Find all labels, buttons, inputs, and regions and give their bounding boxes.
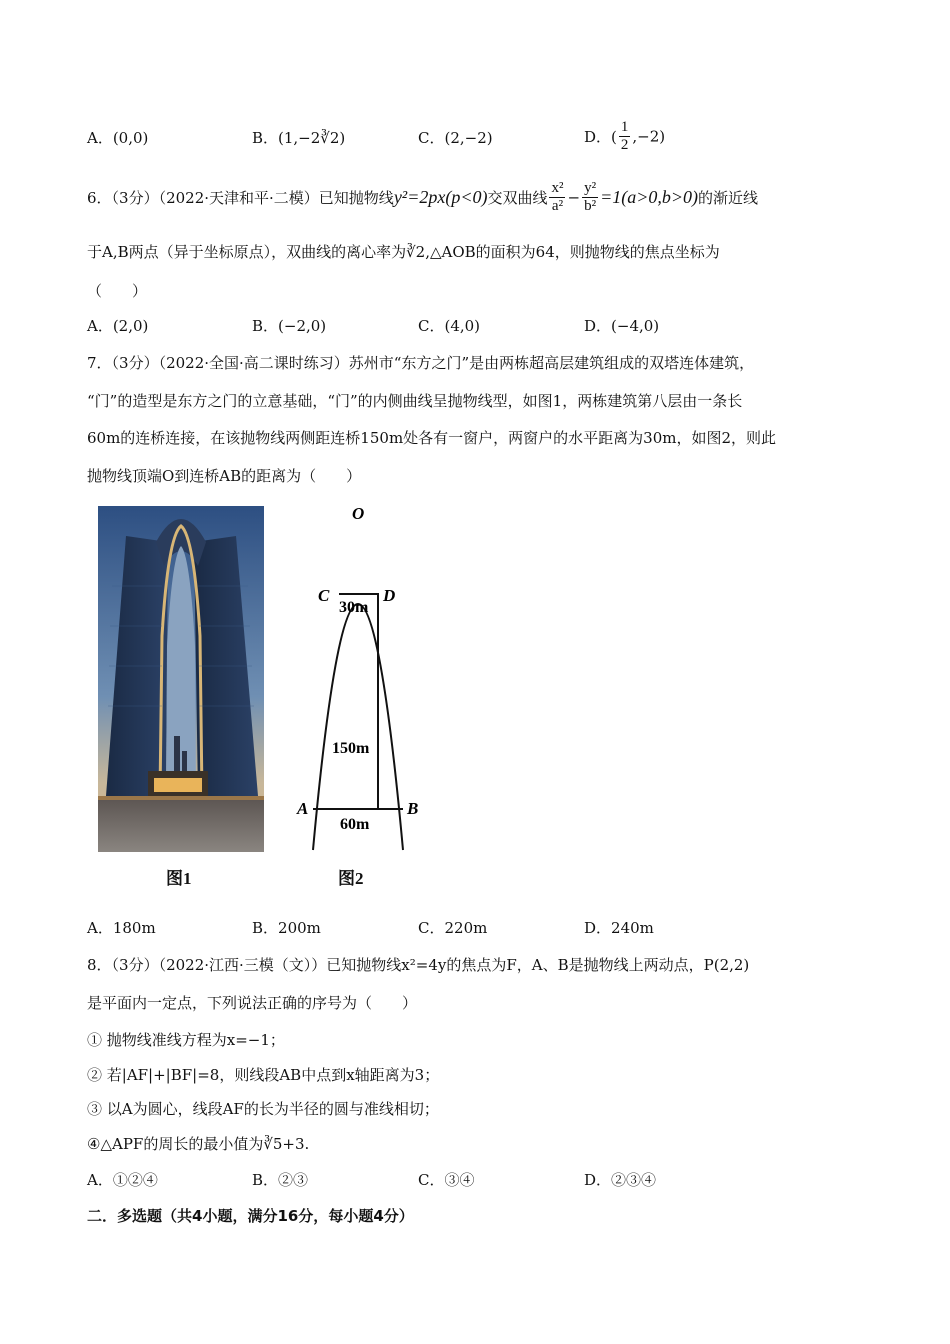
- q8-statement-3: ③ 以A为圆心，线段AF的长为半径的圆与准线相切；: [87, 1100, 439, 1118]
- q8-option-c: C．③④: [418, 1171, 475, 1189]
- label-o: O: [352, 504, 365, 523]
- label-d: D: [383, 586, 396, 605]
- section-heading-multiple-choice: 二．多选题（共4小题，满分16分，每小题4分）: [87, 1207, 414, 1225]
- q6-option-b: B．(−2,0): [252, 317, 327, 335]
- q8-option-b: B．②③: [252, 1171, 309, 1189]
- q8-stem-line1: 8．（3分）（2022·江西·三模（文））已知抛物线x²=4y的焦点为F，A、B是抛物线上两动点，P(2,2): [87, 956, 750, 974]
- q7-stem-line3: 60m的连桥连接，在该抛物线两侧距连桥150m处各有一窗户，两窗户的水平距离为30m，如图2，则此: [87, 429, 777, 447]
- q8-statement-1: ① 抛物线准线方程为x=−1；: [87, 1031, 285, 1049]
- parabola-curve: [313, 604, 403, 850]
- q7-stem-line4: 抛物线顶端O到连桥AB的距离为（ ）: [87, 467, 362, 485]
- q5-option-c: C．(2,−2): [418, 129, 493, 147]
- q6-option-c: C．(4,0): [418, 317, 481, 335]
- q6-option-d: D．(−4,0): [584, 317, 660, 335]
- q7-option-b: B．200m: [252, 919, 321, 937]
- q5-option-a: A．(0,0): [87, 129, 149, 147]
- q6-option-a: A．(2,0): [87, 317, 149, 335]
- figure1-caption: 图1: [166, 869, 192, 888]
- label-30m: 30m: [339, 599, 369, 616]
- parabola-diagram: [290, 498, 430, 858]
- q8-statement-4: ④△APF的周长的最小值为∛5+3.: [87, 1135, 310, 1153]
- q7-stem-line1: 7．（3分）（2022·全国·高二课时练习）苏州市“东方之门”是由两栋超高层建筑组成的双塔连体建筑，: [87, 354, 755, 372]
- q8-option-d: D．②③④: [584, 1171, 657, 1189]
- q7-stem-line2: “门”的造型是东方之门的立意基础，“门”的内侧曲线呈抛物线型，如图1，两栋建筑第八层由一条长: [87, 392, 743, 410]
- q8-option-a: A．①②④: [87, 1171, 158, 1189]
- q6-answer-paren: （ ）: [87, 282, 148, 300]
- label-b: B: [407, 799, 419, 818]
- label-60m: 60m: [340, 816, 370, 833]
- q6-stem-line1: 6．（3分）（2022·天津和平·二模）已知抛物线y²=2px(p<0)交双曲线 $\frac{\text{x²}}{\text{a²}}$ − $\frac{\text{y²}}{\text{b²}}$ =1(a>0,b>0)的渐近线: [87, 180, 759, 214]
- q8-stem-line2: 是平面内一定点，下列说法正确的序号为（ ）: [87, 994, 418, 1012]
- q8-statement-2: ② 若|AF|+|BF|=8，则线段AB中点到x轴距离为3；: [87, 1066, 440, 1084]
- label-150m: 150m: [332, 740, 370, 757]
- label-c: C: [318, 586, 330, 605]
- q5-option-d: D．( $\frac{1}{2}$ ,−2): [584, 119, 666, 153]
- label-a: A: [297, 799, 309, 818]
- q7-option-c: C．220m: [418, 919, 488, 937]
- q6-stem-line2: 于A,B两点（异于坐标原点），双曲线的离心率为∛2,△AOB的面积为64，则抛物线的焦点坐标为: [87, 243, 720, 261]
- figure2-caption: 图2: [338, 869, 364, 888]
- q7-option-d: D．240m: [584, 919, 654, 937]
- gate-of-orient-photo: [98, 506, 264, 852]
- q7-option-a: A．180m: [87, 919, 156, 937]
- q5-option-b: B．(1,−2∛2): [252, 129, 346, 147]
